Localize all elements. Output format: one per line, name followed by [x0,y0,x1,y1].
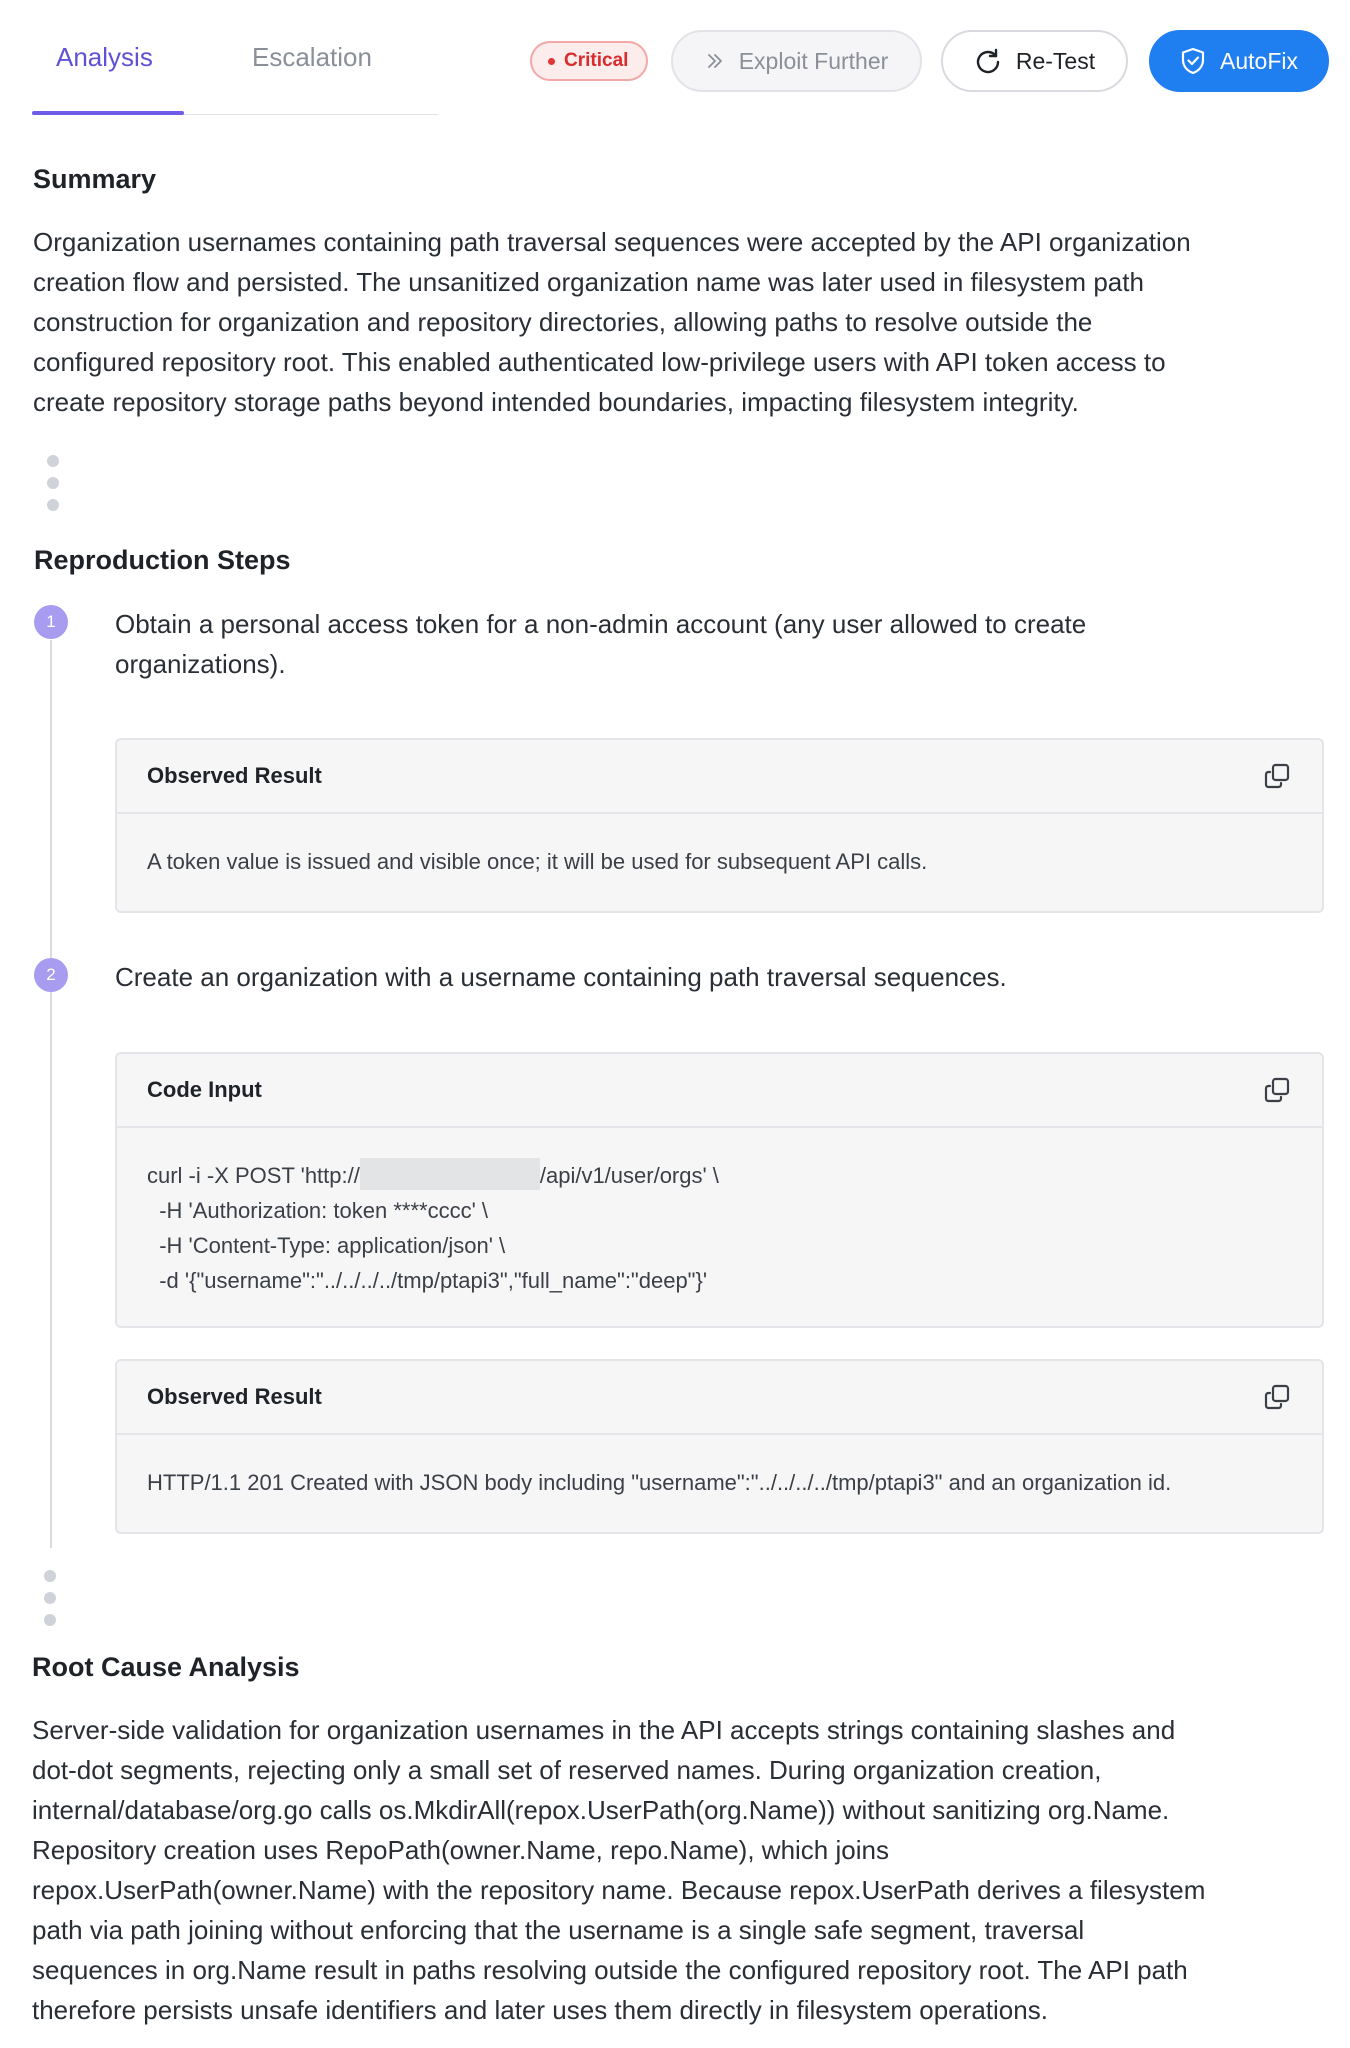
card-body: HTTP/1.1 201 Created with JSON body including "username":"../../../../tmp/ptapi3" and an organization id. [147,1470,1172,1495]
refresh-icon [974,47,1002,75]
summary-line: Organization usernames containing path traversal sequences were accepted by the API organization [33,227,1191,257]
exploit-further-button[interactable] [671,30,922,92]
card-title: Code Input [147,1077,262,1102]
summary-line: creation flow and persisted. The unsanitized organization name was later used in filesystem path [33,267,1144,297]
card-header [117,1361,1322,1435]
severity-dot-icon [548,58,555,65]
observed-result-card [115,738,1324,913]
code-line: -H 'Authorization: token ****cccc' \ [147,1198,488,1223]
redacted-host [360,1158,540,1190]
root-cause-line: sequences in org.Name result in paths resolving outside the configured repository root. The API path [32,1955,1188,1985]
code-text: /api/v1/user/orgs' \ [539,1163,719,1188]
shield-check-icon [1180,47,1206,75]
tab-bar [32,28,438,115]
code-line: -H 'Content-Type: application/json' \ [147,1233,506,1258]
card-body: A token value is issued and visible once; it will be used for subsequent API calls. [147,849,928,874]
section-divider-dots [47,455,59,521]
card-title: Observed Result [147,1384,322,1409]
exploit-further-label: Exploit Further [738,47,889,74]
copy-icon[interactable] [1262,1075,1292,1105]
code-text: curl -i -X POST 'http:// [147,1163,360,1188]
root-cause-line: Server-side validation for organization usernames in the API accepts strings containing slashes and [32,1715,1176,1745]
summary-heading: Summary [33,164,157,194]
root-cause-heading: Root Cause Analysis [32,1652,300,1682]
card-title: Observed Result [147,763,322,788]
summary-line: configured repository root. This enabled authenticated low-privilege users with API token access to [33,347,1166,377]
root-cause-line: Repository creation uses RepoPath(owner.Name, repo.Name), which joins [32,1835,889,1865]
severity-label: Critical [564,50,629,71]
step-number-badge: 1 [34,605,68,639]
step-description [115,957,1245,997]
root-cause-line: dot-dot segments, rejecting only a small set of reserved names. During organization creation, [32,1755,1102,1785]
steps-timeline-line [50,640,52,1548]
copy-icon[interactable] [1262,1382,1292,1412]
root-cause-line: internal/database/org.go calls os.MkdirAll(repox.UserPath(org.Name)) without sanitizing org.Name. [32,1795,1170,1825]
summary-paragraph [33,222,1333,422]
root-cause-line: repox.UserPath(owner.Name) with the repository name. Because repox.UserPath derives a filesystem [32,1875,1206,1905]
step-line: organizations). [115,649,286,679]
code-block [117,1128,1322,1298]
retest-button[interactable] [941,30,1128,92]
observed-result-card [115,1359,1324,1534]
root-cause-line: therefore persists unsafe identifiers and later uses them directly in filesystem operations. [32,1995,1048,2025]
card-header [117,1054,1322,1128]
tab-analysis[interactable]: Analysis [56,42,153,72]
copy-icon[interactable] [1262,761,1292,791]
card-header [117,740,1322,814]
tab-escalation[interactable]: Escalation [252,42,372,72]
section-divider-dots [44,1570,56,1636]
summary-line: create repository storage paths beyond intended boundaries, impacting filesystem integrity. [33,387,1079,417]
retest-label: Re-Test [1015,47,1096,74]
code-line: -d '{"username":"../../../../tmp/ptapi3","full_name":"deep"}' [147,1268,708,1293]
step-description [115,604,1245,684]
root-cause-line: path via path joining without enforcing that the username is a single safe segment, traversal [32,1915,1085,1945]
step-line: Create an organization with a username containing path traversal sequences. [115,962,1007,992]
code-line [147,1158,1292,1193]
severity-badge [530,41,648,81]
code-input-card [115,1052,1324,1328]
summary-line: construction for organization and repository directories, allowing paths to resolve outside the [33,307,1093,337]
reproduction-heading: Reproduction Steps [34,545,291,575]
step-number-badge: 2 [34,958,68,992]
autofix-button[interactable] [1149,30,1329,92]
root-cause-paragraph [32,1710,1332,2030]
step-line: Obtain a personal access token for a non-admin account (any user allowed to create [115,609,1087,639]
active-tab-indicator [32,111,184,115]
chevrons-right-icon [705,51,725,71]
autofix-label: AutoFix [1220,47,1298,74]
